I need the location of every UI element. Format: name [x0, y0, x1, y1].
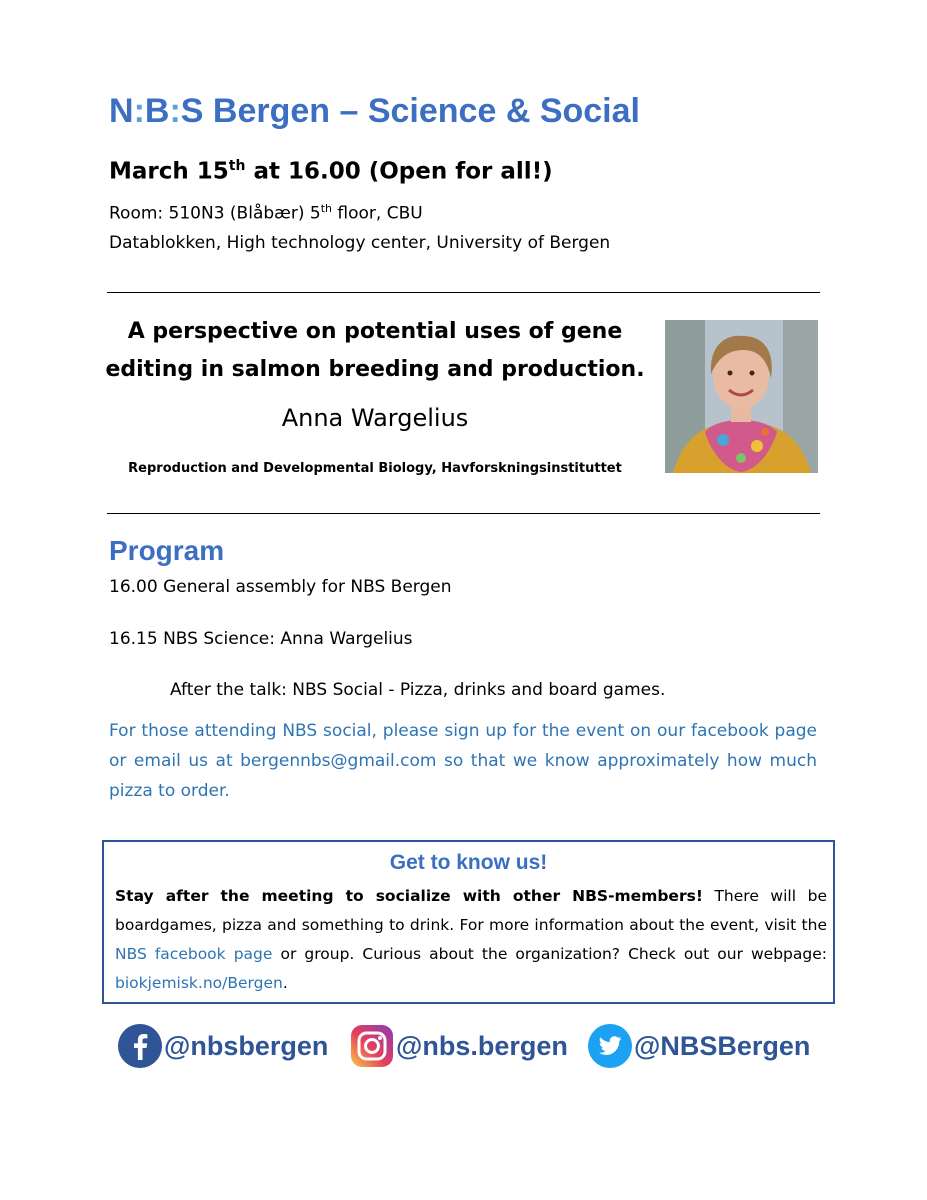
- twitter-handle-text: @NBSBergen: [634, 1030, 811, 1061]
- page-title: [109, 92, 640, 131]
- date-time: at 16.00 (Open for all!): [245, 158, 553, 185]
- talk-title: [90, 313, 660, 389]
- program-item: 16.00 General assembly for NBS Bergen: [109, 577, 452, 597]
- talk-title-line: A perspective on potential uses of gene: [127, 319, 623, 344]
- talk-title-line: editing in salmon breeding and production.: [105, 357, 645, 382]
- facebook-icon: [118, 1024, 162, 1068]
- program-heading: Program: [109, 535, 225, 566]
- twitter-icon: [588, 1024, 632, 1068]
- info-box-text: [115, 882, 827, 998]
- date-text: March 15: [109, 158, 229, 185]
- twitter-handle[interactable]: [588, 1022, 810, 1070]
- info-box-bold: Stay after the meeting to socialize with other NBS-members!: [115, 887, 703, 905]
- title-separator: :: [169, 92, 181, 130]
- room-ordinal: th: [320, 202, 332, 215]
- title-part: B: [144, 92, 170, 130]
- program-item: 16.15 NBS Science: Anna Wargelius: [109, 629, 413, 649]
- facebook-page-link[interactable]: NBS facebook page: [115, 945, 273, 963]
- info-box-sentence: There will be boardgames, pizza and something to drink. For more information about the event, visit the: [115, 887, 827, 934]
- title-separator: :: [133, 92, 145, 130]
- program-item: After the talk: NBS Social - Pizza, drinks and board games.: [170, 680, 666, 700]
- speaker-name: Anna Wargelius: [281, 404, 469, 432]
- signup-note: For those attending NBS social, please sign up for the event on our facebook page or email us at bergennbs@gmail.com so that we know approximately how much pizza to order.: [109, 721, 817, 801]
- instagram-icon: [350, 1024, 394, 1068]
- speaker-photo: [665, 320, 818, 473]
- event-date: [109, 158, 553, 185]
- facebook-handle[interactable]: [118, 1022, 328, 1070]
- event-location: Datablokken, High technology center, University of Bergen: [109, 233, 611, 253]
- divider: [107, 292, 820, 293]
- info-box-heading: Get to know us!: [389, 851, 548, 874]
- info-box-sentence: .: [282, 974, 288, 992]
- room-text: Room: 510N3 (Blåbær) 5: [109, 203, 321, 224]
- divider: [107, 513, 820, 514]
- instagram-handle[interactable]: [350, 1022, 568, 1070]
- instagram-handle-text: @nbs.bergen: [396, 1030, 568, 1061]
- room-floor: floor, CBU: [331, 203, 423, 224]
- event-room: [109, 202, 423, 224]
- title-part: N: [109, 92, 134, 130]
- title-part: S Bergen – Science & Social: [180, 92, 640, 130]
- speaker-affiliation: Reproduction and Developmental Biology, Havforskningsinstituttet: [128, 461, 622, 476]
- webpage-link[interactable]: biokjemisk.no/Bergen: [115, 974, 283, 992]
- facebook-handle-text: @nbsbergen: [164, 1030, 329, 1061]
- date-ordinal: th: [228, 158, 246, 174]
- info-box-sentence: or group. Curious about the organization? Check out our webpage:: [272, 945, 827, 963]
